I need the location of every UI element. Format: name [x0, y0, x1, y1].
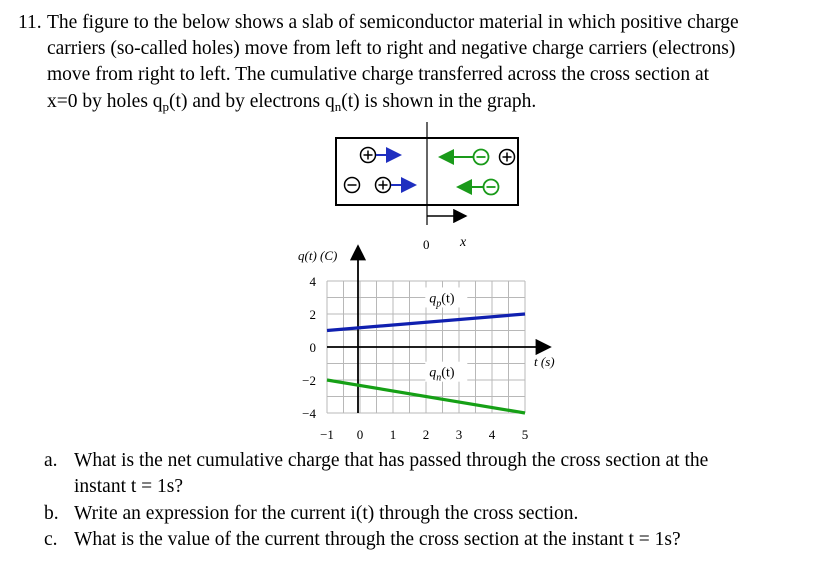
- x-tick-label: 2: [422, 427, 430, 442]
- problem-line-4-sub-p: p: [162, 99, 170, 114]
- problem-line-4b: (t) and by electrons q: [169, 91, 335, 112]
- charge-graph: [298, 246, 555, 442]
- y-tick-label: 4: [309, 274, 316, 289]
- electron-carrier-2: [440, 150, 489, 165]
- electron-carrier-3: [458, 180, 499, 195]
- question-b-text: Write an expression for the current i(t) through the cross section.: [74, 503, 579, 524]
- series-labels: [425, 287, 467, 383]
- problem-line-2: carriers (so-called holes) move from left to right and negative charge carriers (electrons): [47, 38, 736, 59]
- x-tick-label: −1: [320, 427, 334, 442]
- x-tick-label: 1: [389, 427, 397, 442]
- x-tick-label: 5: [521, 427, 529, 442]
- y-tick-label: 2: [309, 307, 316, 322]
- question-a-text: What is the net cumulative charge that has passed through the cross section at the: [74, 450, 709, 471]
- question-c-text: What is the value of the current through the cross section at the instant t = 1s?: [74, 529, 681, 550]
- x-tick-label: 3: [455, 427, 463, 442]
- problem-line-4c: (t) is shown in the graph.: [341, 91, 537, 112]
- q-axis-label: q(t) (C): [298, 248, 338, 263]
- question-c-letter: c.: [44, 529, 58, 550]
- x-tick-label: 0: [356, 427, 364, 442]
- y-tick-label: −4: [302, 406, 316, 421]
- x-axis-label: x: [460, 235, 467, 250]
- problem-line-3: move from right to left. The cumulative charge transferred across the cross section at: [47, 64, 710, 85]
- x-axis-origin-label: 0: [423, 237, 430, 252]
- question-a-text-2: instant t = 1s?: [74, 476, 184, 497]
- y-tick-label: −2: [302, 373, 316, 388]
- t-axis-label: t (s): [534, 354, 555, 369]
- question-a: [44, 448, 708, 474]
- question-b-letter: b.: [44, 503, 59, 524]
- x-tick-label: 4: [488, 427, 496, 442]
- y-tick-label: 0: [309, 340, 316, 355]
- problem-number: 11.: [18, 12, 42, 33]
- electron-carrier-1: [345, 178, 360, 193]
- hole-carrier-1: [361, 148, 401, 163]
- question-b: [44, 501, 578, 527]
- x-tick-labels: [320, 427, 528, 442]
- series-label-p: $q_p(t)$: [429, 291, 455, 310]
- y-tick-labels: [302, 274, 316, 421]
- question-c: [44, 527, 681, 553]
- question-a-letter: a.: [44, 450, 58, 471]
- problem-line-1: The figure to the below shows a slab of semiconductor material in which positive charge: [47, 12, 739, 33]
- hole-carrier-3: [500, 150, 515, 165]
- semiconductor-slab: [336, 122, 518, 252]
- series-label-n: $q_n(t)$: [429, 365, 455, 384]
- hole-carrier-2: [376, 178, 416, 193]
- problem-line-4a: x=0 by holes q: [47, 91, 163, 112]
- problem-line-4-sub-n: n: [334, 99, 342, 114]
